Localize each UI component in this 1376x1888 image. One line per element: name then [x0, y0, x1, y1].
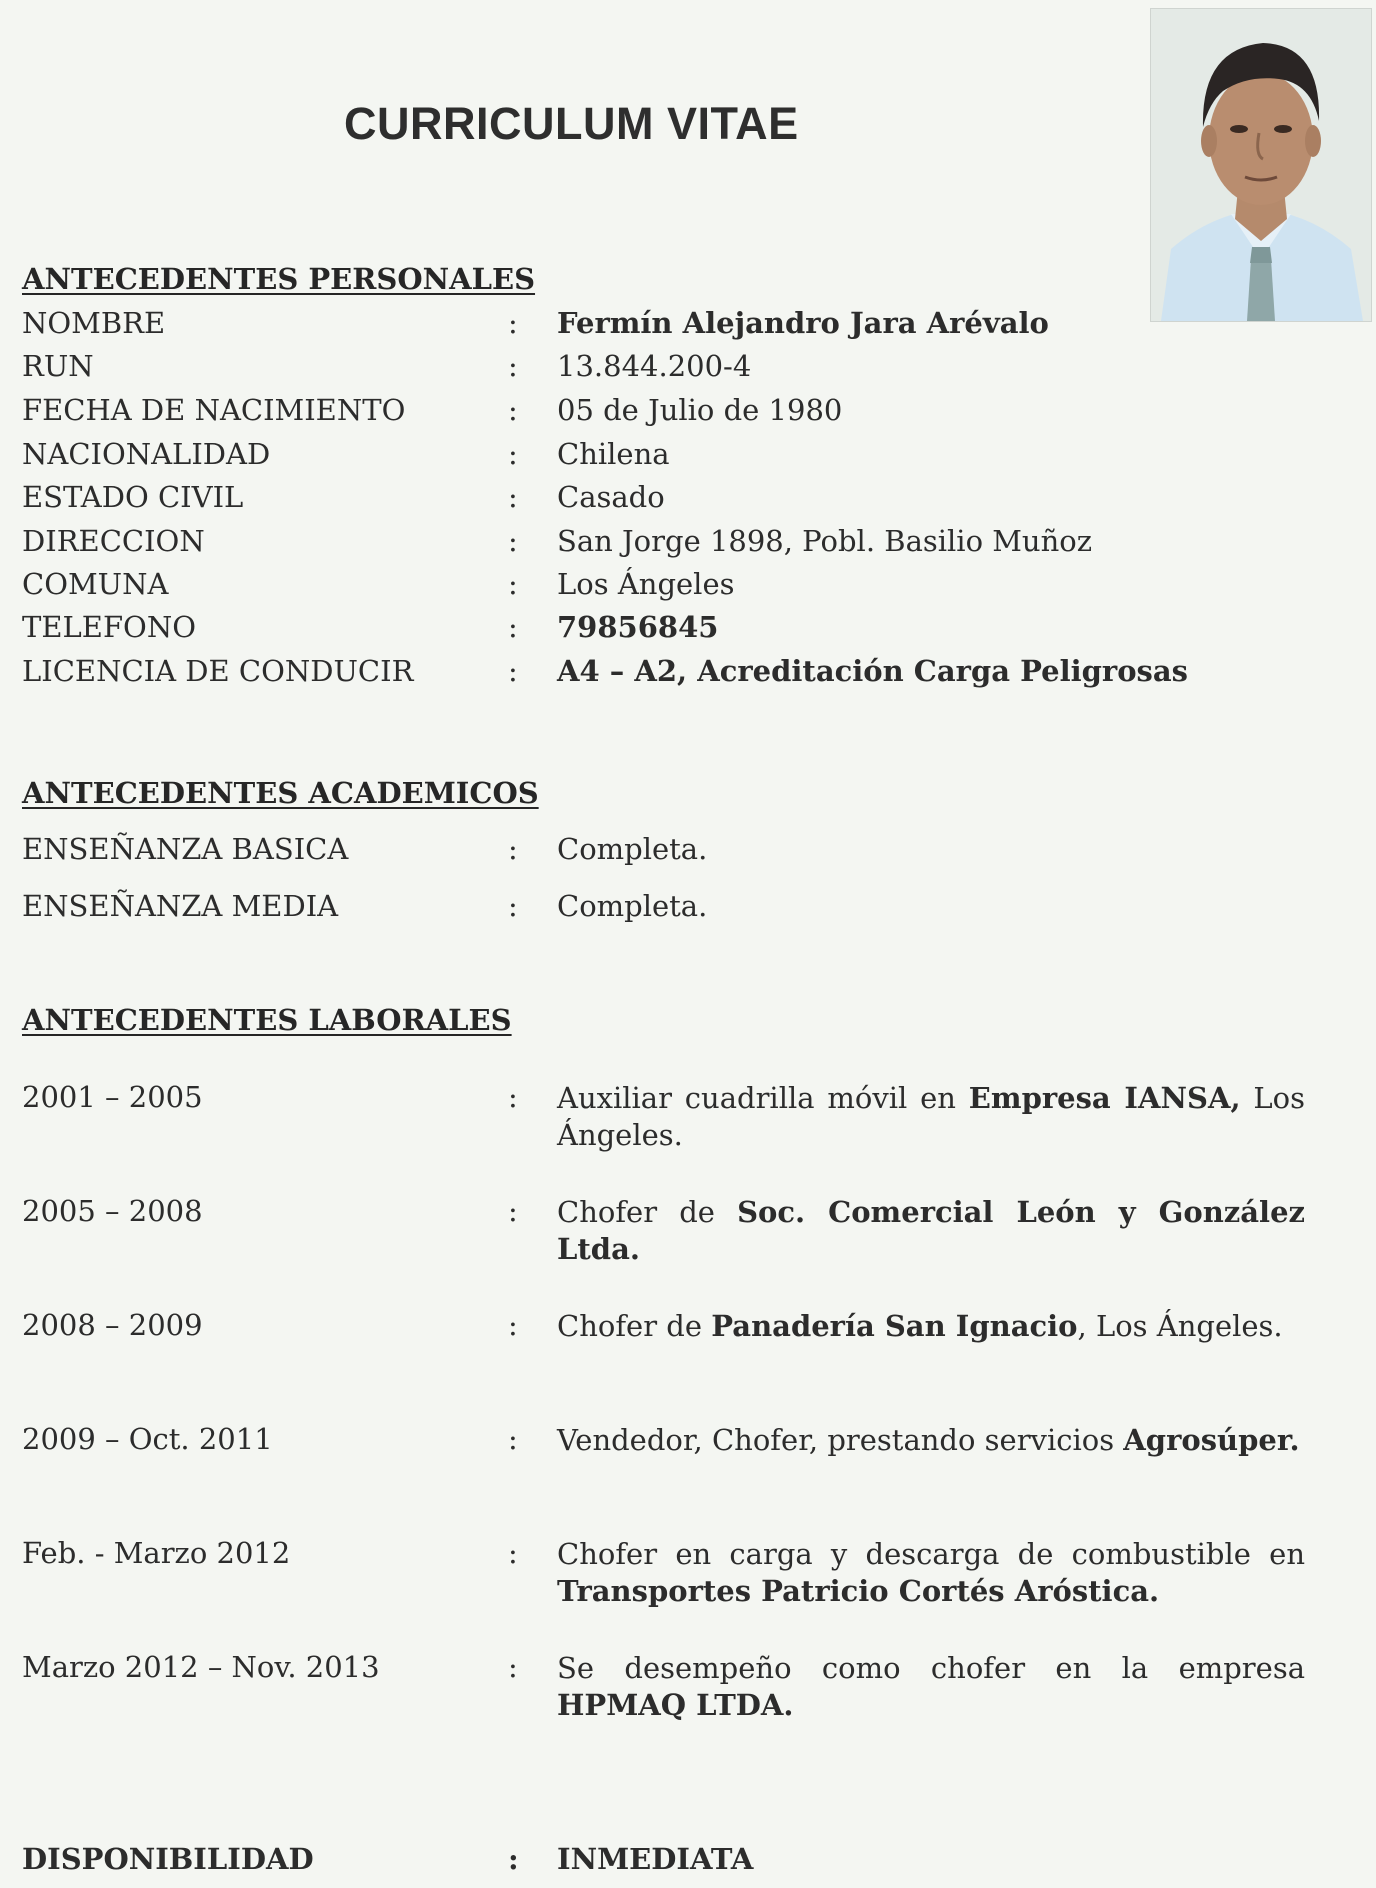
work-text: Chofer de [557, 1195, 738, 1229]
work-period: 2005 – 2008 [22, 1194, 203, 1228]
field-label: DIRECCION [22, 524, 205, 558]
work-text: Los Ángeles. [557, 1081, 1305, 1152]
field-label: LICENCIA DE CONDUCIR [22, 654, 414, 688]
field-separator: : [508, 1842, 519, 1876]
field-separator: : [508, 349, 518, 383]
field-separator: : [508, 1308, 518, 1342]
field-value: Los Ángeles [557, 567, 735, 601]
work-period: 2001 – 2005 [22, 1080, 203, 1114]
field-separator: : [508, 1422, 518, 1456]
work-period: Marzo 2012 – Nov. 2013 [22, 1650, 380, 1684]
field-separator: : [508, 567, 518, 601]
field-separator: : [508, 393, 518, 427]
work-description [557, 1536, 1305, 1610]
field-label: ENSEÑANZA BASICA [22, 832, 349, 866]
work-company: Panadería San Ignacio [711, 1309, 1078, 1343]
work-description [557, 1422, 1305, 1459]
field-value: 79856845 [557, 610, 719, 644]
work-description [557, 1650, 1305, 1724]
work-description [557, 1194, 1305, 1268]
field-value: Completa. [557, 832, 708, 866]
field-value: 05 de Julio de 1980 [557, 393, 843, 427]
field-separator: : [508, 1194, 518, 1228]
work-description [557, 1080, 1305, 1154]
work-company: Empresa IANSA, [968, 1081, 1241, 1115]
work-company: Transportes Patricio Cortés Aróstica. [557, 1574, 1160, 1608]
field-separator: : [508, 1080, 518, 1114]
field-label: TELEFONO [22, 610, 196, 644]
portrait-photo [1150, 8, 1372, 322]
work-text: Chofer de [557, 1309, 712, 1343]
portrait-image [1151, 9, 1371, 321]
field-value: 13.844.200-4 [557, 349, 752, 383]
work-period: 2008 – 2009 [22, 1308, 203, 1342]
field-separator: : [508, 480, 518, 514]
section-title-personal: ANTECEDENTES PERSONALES [22, 262, 536, 296]
work-text: Chofer en carga y descarga de combustible en [557, 1537, 1305, 1571]
field-value: Fermín Alejandro Jara Arévalo [557, 306, 1049, 340]
document-title: CURRICULUM VITAE [344, 98, 799, 149]
field-label: RUN [22, 349, 94, 383]
field-separator: : [508, 306, 518, 340]
field-value: A4 – A2, Acreditación Carga Peligrosas [557, 654, 1188, 688]
work-period: Feb. - Marzo 2012 [22, 1536, 291, 1570]
field-label: FECHA DE NACIMIENTO [22, 393, 406, 427]
field-separator: : [508, 1536, 518, 1570]
work-company: Soc. Comercial León y González Ltda. [557, 1195, 1305, 1266]
field-label: ESTADO CIVIL [22, 480, 244, 514]
work-company: HPMAQ LTDA. [557, 1688, 794, 1722]
availability-label: DISPONIBILIDAD [22, 1842, 314, 1876]
field-separator: : [508, 889, 518, 923]
work-text: Se desempeño como chofer en la empresa [557, 1651, 1305, 1685]
field-label: ENSEÑANZA MEDIA [22, 889, 339, 923]
work-text: Vendedor, Chofer, prestando servicios [557, 1423, 1124, 1457]
field-separator: : [508, 610, 518, 644]
field-value: San Jorge 1898, Pobl. Basilio Muñoz [557, 524, 1093, 558]
field-value: Chilena [557, 437, 670, 471]
field-separator: : [508, 654, 518, 688]
work-text: , Los Ángeles. [1077, 1309, 1283, 1343]
section-title-academic: ANTECEDENTES ACADEMICOS [22, 776, 539, 810]
section-title-work: ANTECEDENTES LABORALES [22, 1003, 512, 1037]
field-label: NACIONALIDAD [22, 437, 271, 471]
field-separator: : [508, 832, 518, 866]
field-separator: : [508, 524, 518, 558]
field-value: Completa. [557, 889, 708, 923]
field-separator: : [508, 437, 518, 471]
field-label: COMUNA [22, 567, 169, 601]
work-company: Agrosúper. [1123, 1423, 1300, 1457]
work-text: Auxiliar cuadrilla móvil en [557, 1081, 969, 1115]
work-description [557, 1308, 1305, 1345]
field-label: NOMBRE [22, 306, 166, 340]
work-period: 2009 – Oct. 2011 [22, 1422, 273, 1456]
field-separator: : [508, 1650, 518, 1684]
availability-value: INMEDIATA [557, 1842, 754, 1876]
field-value: Casado [557, 480, 665, 514]
